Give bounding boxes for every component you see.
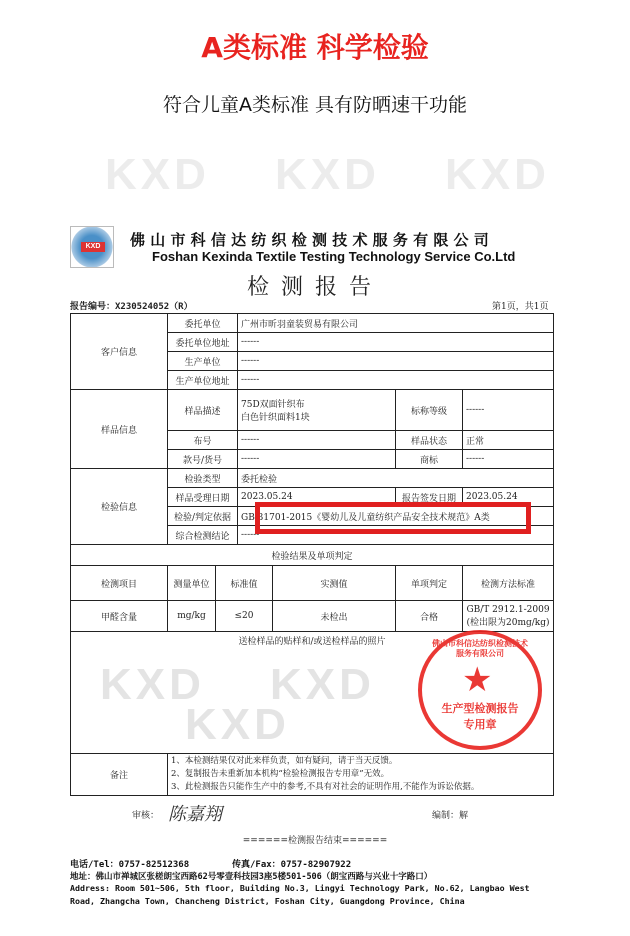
inspection-section: 检验信息 — [71, 469, 168, 545]
sample-section: 样品信息 — [71, 390, 168, 469]
watermark: KXD — [275, 150, 380, 199]
footer-addr-en: Road, Zhangcha Town, Chancheng District, Foshan City, Guangdong Province, China — [70, 896, 465, 906]
reviewer-label: 审核： — [132, 811, 160, 821]
conclusion-label: 综合检测结论 — [168, 526, 238, 545]
footer-tel: 电话/Tel：0757-82512368 — [70, 860, 190, 870]
results-header: 实测值 — [273, 566, 396, 601]
seal-ring-text: 佛山市科信达纺织检测技术服务有限公司 — [432, 639, 528, 658]
remark-line: 2、复制报告未重新加本机构“检验检测报告专用章”无效。 — [171, 769, 390, 779]
desc-value — [238, 390, 396, 431]
results-header: 测量单位 — [168, 566, 216, 601]
editor: 编制：解 — [432, 811, 469, 821]
company-name-cn: 佛 山 市 科 信 达 纺 织 检 测 技 术 服 务 有 限 公 司 — [130, 231, 489, 249]
results-title: 检验结果及单项判定 — [71, 545, 554, 566]
result-item: 甲醛含量 — [71, 601, 168, 632]
desc-label: 样品描述 — [168, 390, 238, 431]
result-method — [463, 601, 554, 632]
table-row — [71, 601, 554, 632]
remark-line: 3、此检测报告只能作生产中的参考,不具有对社会的证明作用,不能作为诉讼依据。 — [171, 782, 480, 792]
producer-value: ------ — [238, 352, 554, 371]
desc-line: 75D双面针织布 — [241, 400, 305, 410]
watermark: KXD — [445, 150, 550, 199]
cloth-no-value: ------ — [238, 431, 396, 450]
basis-value: GB 31701-2015《婴幼儿及儿童纺织产品安全技术规范》A类 — [238, 507, 554, 526]
issue-date-value: 2023.05.24 — [463, 488, 554, 507]
recv-date-label: 样品受理日期 — [168, 488, 238, 507]
footer-addr-en: Address: Room 501~506, 5th floor, Building No.3, Lingyi Technology Park, No.62, Langbao West — [70, 883, 530, 893]
style-no-label: 款号/货号 — [168, 450, 238, 469]
producer-label: 生产单位 — [168, 352, 238, 371]
remark-line: 1、本检测结果仅对此来样负责，如有疑问，请于当天反馈。 — [171, 756, 398, 766]
desc-line: 白色针织面料1块 — [241, 413, 310, 423]
client-label: 委托单位 — [168, 314, 238, 333]
footer-addr-cn: 地址：佛山市禅城区张槎朗宝西路62号零壹科技园3座5楼501-506（朗宝西路与兴业十字路口） — [70, 872, 433, 882]
result-standard: ≤20 — [216, 601, 273, 632]
type-label: 检验类型 — [168, 469, 238, 488]
watermark: KXD — [105, 150, 210, 199]
brand-label: 商标 — [396, 450, 463, 469]
remarks-label: 备注 — [71, 754, 168, 796]
company-name-en: Foshan Kexinda Textile Testing Technology Service Co.Ltd — [152, 249, 516, 264]
customer-section: 客户信息 — [71, 314, 168, 390]
client-addr-label: 委托单位地址 — [168, 333, 238, 352]
type-value: 委托检验 — [238, 469, 554, 488]
grade-value: ------ — [463, 390, 554, 431]
result-verdict: 合格 — [396, 601, 463, 632]
report-number: 报告编号：X230524052（R） — [70, 302, 193, 312]
client-value: 广州市昕羽童装贸易有限公司 — [238, 314, 554, 333]
style-no-value: ------ — [238, 450, 396, 469]
results-header: 单项判定 — [396, 566, 463, 601]
seal-line: 生产型检测报告 — [441, 702, 519, 715]
watermark: KXD — [185, 700, 290, 749]
recv-date-value: 2023.05.24 — [238, 488, 396, 507]
official-seal — [418, 630, 542, 750]
state-label: 样品状态 — [396, 431, 463, 450]
result-actual: 未检出 — [273, 601, 396, 632]
method-line: (检出限为20mg/kg) — [466, 617, 550, 628]
star-icon: ★ — [462, 660, 493, 700]
grade-label: 标称等级 — [396, 390, 463, 431]
seal-line: 专用章 — [463, 718, 497, 731]
state-value: 正常 — [463, 431, 554, 450]
promo-headline: A类标准 科学检验 — [201, 31, 429, 64]
results-header: 检测方法标准 — [463, 566, 554, 601]
watermark: KXD — [100, 660, 205, 709]
logo-text: KXD — [81, 242, 105, 252]
result-unit: mg/kg — [168, 601, 216, 632]
remarks-text — [168, 754, 554, 796]
producer-addr-value: ------ — [238, 371, 554, 390]
producer-addr-label: 生产单位地址 — [168, 371, 238, 390]
issue-date-label: 报告签发日期 — [396, 488, 463, 507]
cloth-no-label: 布号 — [168, 431, 238, 450]
brand-value: ------ — [463, 450, 554, 469]
reviewer-signature: 陈嘉翔 — [168, 804, 222, 825]
end-text: ======检测报告结束====== — [242, 836, 388, 846]
highlight-box — [255, 502, 531, 534]
report-title: 检测报告 — [246, 275, 383, 300]
conclusion-value: ------ — [238, 526, 554, 545]
footer-fax: 传真/Fax：0757-82907922 — [232, 860, 352, 870]
watermark: KXD — [270, 660, 375, 709]
promo-subline: 符合儿童A类标准 具有防晒速干功能 — [162, 94, 468, 116]
results-header: 标准值 — [216, 566, 273, 601]
method-line: GB/T 2912.1-2009 — [466, 604, 550, 615]
company-logo — [70, 226, 114, 268]
results-header: 检测项目 — [71, 566, 168, 601]
photo-area: 送检样品的贴样和/或送检样品的照片 — [71, 632, 554, 754]
basis-label: 检验/判定依据 — [168, 507, 238, 526]
page-info: 第1页，共1页 — [492, 302, 549, 312]
client-addr-value: ------ — [238, 333, 554, 352]
